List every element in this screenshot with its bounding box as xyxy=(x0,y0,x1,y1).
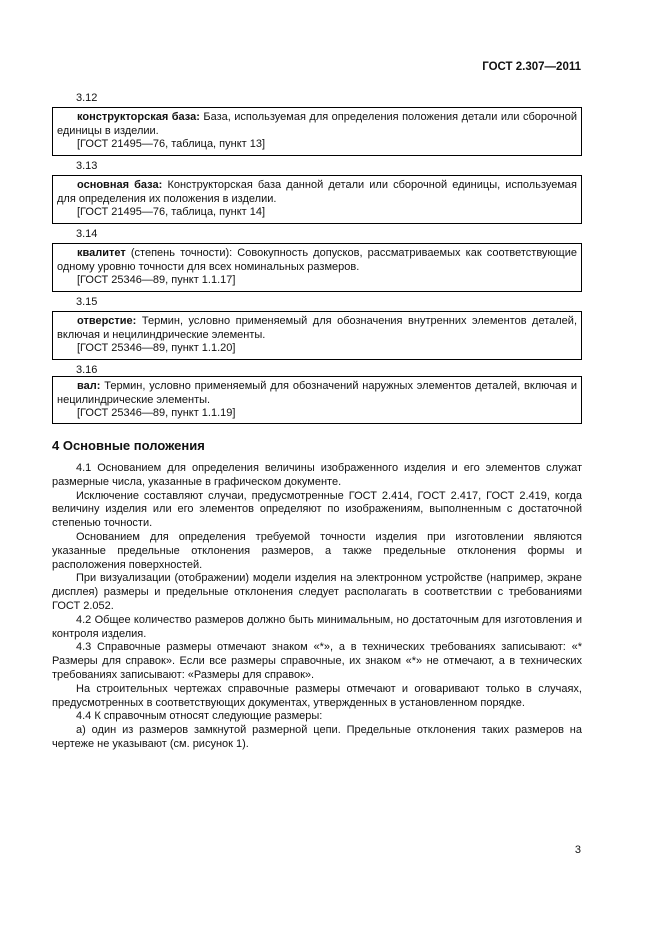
term-name: основная база: xyxy=(77,179,163,191)
term-definition: Термин, условно применяемый для обозначения внутренних элементов деталей, включая и нецилиндрические элементы. xyxy=(57,315,577,341)
paragraph: 4.1 Основанием для определения величины изображенного изделия и его элементов служат размерные числа, указанные в графическом документе. xyxy=(52,462,582,488)
paragraph: 4.2 Общее количество размеров должно быть минимальным, но достаточным для изготовления и контроля изделия. xyxy=(52,613,582,640)
term-box-3-13 xyxy=(52,175,582,224)
term-name: квалитет xyxy=(77,247,126,259)
term-name: вал: xyxy=(77,380,101,392)
term-name: конструкторская база: xyxy=(77,111,200,123)
paragraph: 4.4 К справочным относят следующие размеры: xyxy=(76,710,323,723)
section-body xyxy=(52,462,582,752)
term-box-3-16 xyxy=(52,376,582,424)
paragraph: 4.3 Справочные размеры отмечают знаком «*», а в технических требованиях записывают: «* Размеры для справок». Если все размеры справочные, их знаком «*» не отмечают, а в технических требованиях записывают: «Размеры для справок». xyxy=(52,641,582,681)
term-box-3-14 xyxy=(52,243,582,292)
term-source: [ГОСТ 21495—76, таблица, пункт 14] xyxy=(77,206,266,219)
term-definition: (степень точности): Совокупность допусков, рассматриваемых как соответствующие одному уровню точности для всех номинальных размеров. xyxy=(57,247,577,273)
paragraph: Основанием для определения требуемой точности изделия при изготовлении являются указанные предельные отклонения размеров, а также предельные отклонения формы и расположения поверхностей. xyxy=(52,530,582,571)
paragraph: а) один из размеров замкнутой размерной цепи. Предельные отклонения таких размеров на чертеже не указывают (см. рисунок 1). xyxy=(52,724,582,750)
term-source: [ГОСТ 21495—76, таблица, пункт 13] xyxy=(77,138,266,151)
term-definition: База, используемая для определения положения детали или сборочной единицы в изделии. xyxy=(57,111,577,137)
term-definition: Термин, условно применяемый для обозначений наружных элементов деталей, включая и нецилиндрические элементы. xyxy=(57,380,577,406)
term-box-3-12 xyxy=(52,107,582,156)
term-source: [ГОСТ 25346—89, пункт 1.1.20] xyxy=(77,342,236,355)
term-number: 3.12 xyxy=(76,92,98,104)
term-number: 3.13 xyxy=(76,160,98,172)
term-definition: Конструкторская база данной детали или сборочной единицы, используемая для определения их положения в изделии. xyxy=(57,179,577,205)
term-number: 3.16 xyxy=(76,364,98,376)
paragraph: На строительных чертежах справочные размеры отмечают и оговаривают только в случаях, предусмотренных в соответствующих документах, утвержденных в установленном порядке. xyxy=(52,682,582,709)
page-header: ГОСТ 2.307—2011 xyxy=(482,61,581,73)
paragraph: При визуализации (отображении) модели изделия на электронном устройстве (например, экране дисплея) размеры и предельные отклонения следует располагать в соответствии с требованиями ГОСТ 2.052. xyxy=(52,572,582,612)
term-source: [ГОСТ 25346—89, пункт 1.1.17] xyxy=(77,274,236,287)
term-number: 3.15 xyxy=(76,296,98,308)
term-number: 3.14 xyxy=(76,228,98,240)
term-name: отверстие: xyxy=(77,315,137,327)
term-source: [ГОСТ 25346—89, пункт 1.1.19] xyxy=(77,407,236,420)
page-number: 3 xyxy=(574,844,581,856)
paragraph: Исключение составляют случаи, предусмотренные ГОСТ 2.414, ГОСТ 2.417, ГОСТ 2.419, когда величину изделия или его элементов определяют по изображениям, выполненным с достаточной степенью точности. xyxy=(52,489,582,530)
term-box-3-15 xyxy=(52,311,582,360)
section-title: 4 Основные положения xyxy=(52,438,205,453)
